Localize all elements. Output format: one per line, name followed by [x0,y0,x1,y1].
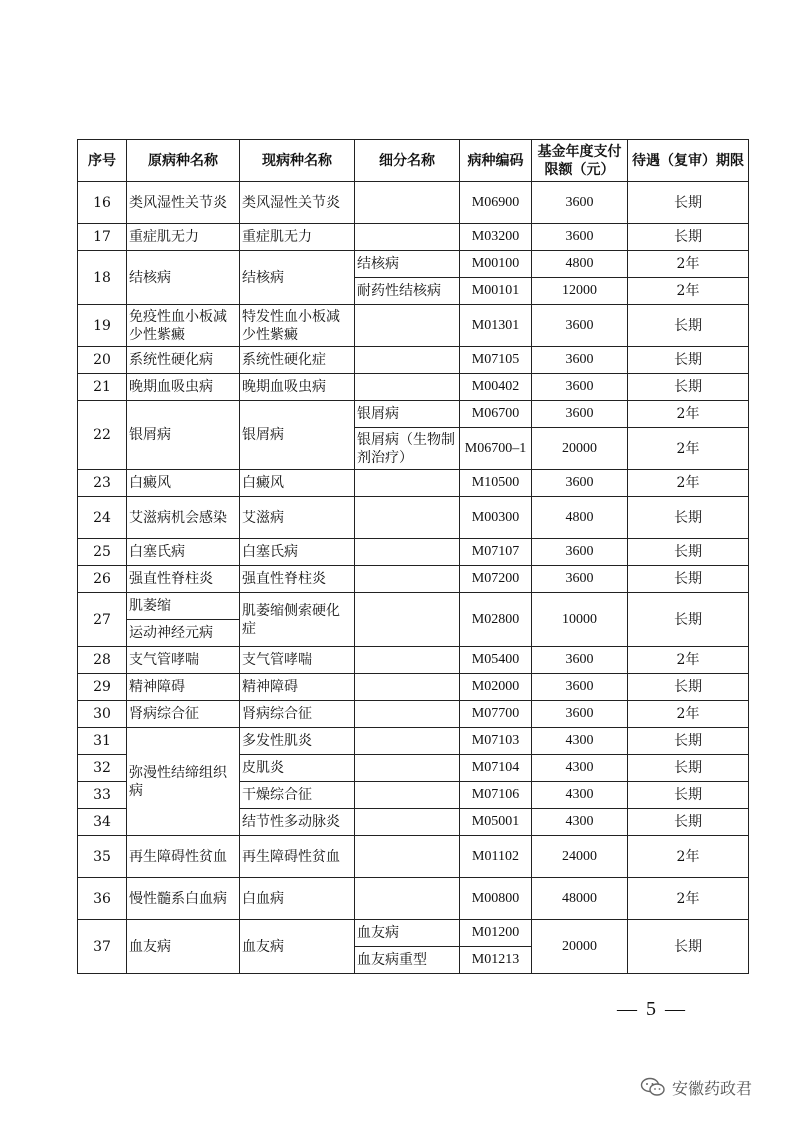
current-name: 结节性多动脉炎 [240,809,355,836]
disease-code: M00800 [460,878,532,920]
disease-code: M07104 [460,755,532,782]
disease-code: M07700 [460,701,532,728]
fund-limit: 20000 [532,920,628,974]
fund-limit: 3600 [532,701,628,728]
current-name: 再生障碍性贫血 [240,836,355,878]
current-name: 艾滋病 [240,497,355,539]
benefit-term: 长期 [628,497,749,539]
current-name: 血友病 [240,920,355,974]
header-sub-name: 细分名称 [355,140,460,182]
row-no: 21 [78,374,127,401]
disease-code: M05001 [460,809,532,836]
benefit-term: 长期 [628,674,749,701]
original-name: 白癜风 [127,470,240,497]
row-no: 34 [78,809,127,836]
benefit-term: 长期 [628,224,749,251]
table-row [78,401,749,428]
original-name: 结核病 [127,251,240,305]
benefit-term: 长期 [628,809,749,836]
fund-limit: 3600 [532,647,628,674]
original-name: 肾病综合征 [127,701,240,728]
sub-name [355,701,460,728]
original-name: 支气管哮喘 [127,647,240,674]
current-name: 肌萎缩侧索硬化症 [240,593,355,647]
row-no: 26 [78,566,127,593]
sub-name [355,836,460,878]
sub-name [355,878,460,920]
original-name: 肌萎缩 [127,593,240,620]
row-no: 27 [78,593,127,647]
fund-limit: 48000 [532,878,628,920]
disease-code: M05400 [460,647,532,674]
current-name: 银屑病 [240,401,355,470]
table-row [78,539,749,566]
header-original-name: 原病种名称 [127,140,240,182]
original-name: 免疫性血小板减少性紫癜 [127,305,240,347]
original-name: 系统性硬化病 [127,347,240,374]
original-name: 重症肌无力 [127,224,240,251]
current-name: 白血病 [240,878,355,920]
fund-limit: 12000 [532,278,628,305]
row-no: 32 [78,755,127,782]
benefit-term: 长期 [628,755,749,782]
sub-name [355,674,460,701]
current-name: 晚期血吸虫病 [240,374,355,401]
current-name: 皮肌炎 [240,755,355,782]
disease-code: M00300 [460,497,532,539]
fund-limit: 3600 [532,374,628,401]
row-no: 29 [78,674,127,701]
fund-limit: 3600 [532,401,628,428]
benefit-term: 长期 [628,920,749,974]
disease-code: M01213 [460,947,532,974]
header-limit: 基金年度支付限额（元） [532,140,628,182]
original-name: 类风湿性关节炎 [127,182,240,224]
current-name: 强直性脊柱炎 [240,566,355,593]
table-row [78,251,749,278]
disease-code: M07200 [460,566,532,593]
disease-code: M01301 [460,305,532,347]
header-no: 序号 [78,140,127,182]
row-no: 37 [78,920,127,974]
sub-name [355,182,460,224]
benefit-term: 2年 [628,401,749,428]
wechat-icon [640,1077,666,1097]
row-no: 16 [78,182,127,224]
current-name: 系统性硬化症 [240,347,355,374]
original-name: 银屑病 [127,401,240,470]
current-name: 精神障碍 [240,674,355,701]
disease-table [77,139,749,974]
original-name: 强直性脊柱炎 [127,566,240,593]
table-row [78,470,749,497]
sub-name [355,470,460,497]
current-name: 多发性肌炎 [240,728,355,755]
sub-name: 耐药性结核病 [355,278,460,305]
current-name: 白塞氏病 [240,539,355,566]
fund-limit: 3600 [532,305,628,347]
benefit-term: 长期 [628,539,749,566]
benefit-term: 长期 [628,347,749,374]
sub-name [355,497,460,539]
table-row [78,182,749,224]
sub-name: 银屑病（生物制剂治疗） [355,428,460,470]
fund-limit: 10000 [532,593,628,647]
table-row [78,224,749,251]
disease-code: M06900 [460,182,532,224]
fund-limit: 3600 [532,539,628,566]
fund-limit: 4300 [532,809,628,836]
fund-limit: 3600 [532,224,628,251]
benefit-term: 2年 [628,278,749,305]
current-name: 支气管哮喘 [240,647,355,674]
benefit-term: 2年 [628,428,749,470]
table-row [78,674,749,701]
benefit-term: 2年 [628,878,749,920]
sub-name: 银屑病 [355,401,460,428]
disease-code: M00100 [460,251,532,278]
table-row [78,593,749,620]
current-name: 白癜风 [240,470,355,497]
benefit-term: 2年 [628,647,749,674]
table-row [78,374,749,401]
row-no: 36 [78,878,127,920]
benefit-term: 长期 [628,182,749,224]
original-name: 精神障碍 [127,674,240,701]
sub-name: 结核病 [355,251,460,278]
disease-code: M07103 [460,728,532,755]
sub-name [355,305,460,347]
fund-limit: 3600 [532,674,628,701]
original-name: 血友病 [127,920,240,974]
watermark [640,1074,752,1100]
fund-limit: 4300 [532,755,628,782]
disease-code: M07105 [460,347,532,374]
table-row [78,305,749,347]
fund-limit: 20000 [532,428,628,470]
header-term: 待遇（复审）期限 [628,140,749,182]
current-name: 重症肌无力 [240,224,355,251]
benefit-term: 长期 [628,728,749,755]
disease-code: M07106 [460,782,532,809]
table-header-row [78,140,749,182]
fund-limit: 3600 [532,566,628,593]
sub-name [355,347,460,374]
sub-name: 血友病重型 [355,947,460,974]
sub-name [355,374,460,401]
benefit-term: 2年 [628,836,749,878]
benefit-term: 2年 [628,251,749,278]
table-row [78,920,749,947]
row-no: 19 [78,305,127,347]
sub-name [355,566,460,593]
sub-name: 血友病 [355,920,460,947]
disease-code: M07107 [460,539,532,566]
row-no: 28 [78,647,127,674]
fund-limit: 4300 [532,728,628,755]
benefit-term: 2年 [628,701,749,728]
benefit-term: 长期 [628,782,749,809]
current-name: 结核病 [240,251,355,305]
row-no: 35 [78,836,127,878]
benefit-term: 2年 [628,470,749,497]
disease-code: M00101 [460,278,532,305]
fund-limit: 4800 [532,251,628,278]
disease-code: M06700 [460,401,532,428]
current-name: 干燥综合征 [240,782,355,809]
disease-code: M01200 [460,920,532,947]
row-no: 23 [78,470,127,497]
row-no: 18 [78,251,127,305]
original-name: 弥漫性结缔组织病 [127,728,240,836]
table-row [78,566,749,593]
disease-code: M03200 [460,224,532,251]
fund-limit: 4300 [532,782,628,809]
header-code: 病种编码 [460,140,532,182]
fund-limit: 4800 [532,497,628,539]
current-name: 类风湿性关节炎 [240,182,355,224]
sub-name [355,755,460,782]
benefit-term: 长期 [628,566,749,593]
disease-code: M02800 [460,593,532,647]
table-row [78,497,749,539]
sub-name [355,782,460,809]
sub-name [355,728,460,755]
original-name: 艾滋病机会感染 [127,497,240,539]
fund-limit: 3600 [532,470,628,497]
original-name: 运动神经元病 [127,620,240,647]
original-name: 慢性髓系白血病 [127,878,240,920]
table-row [78,878,749,920]
disease-code: M00402 [460,374,532,401]
row-no: 17 [78,224,127,251]
page-number: — 5 — [617,998,687,1020]
header-current-name: 现病种名称 [240,140,355,182]
sub-name [355,593,460,647]
original-name: 再生障碍性贫血 [127,836,240,878]
disease-code: M06700–1 [460,428,532,470]
row-no: 22 [78,401,127,470]
fund-limit: 3600 [532,347,628,374]
table-row [78,347,749,374]
table-row [78,836,749,878]
row-no: 25 [78,539,127,566]
current-name: 特发性血小板减少性紫癜 [240,305,355,347]
sub-name [355,809,460,836]
disease-code: M01102 [460,836,532,878]
disease-code: M10500 [460,470,532,497]
benefit-term: 长期 [628,374,749,401]
row-no: 30 [78,701,127,728]
sub-name [355,539,460,566]
benefit-term: 长期 [628,593,749,647]
row-no: 33 [78,782,127,809]
original-name: 白塞氏病 [127,539,240,566]
table-row [78,701,749,728]
table-row [78,647,749,674]
fund-limit: 3600 [532,182,628,224]
table-row [78,728,749,755]
sub-name [355,647,460,674]
sub-name [355,224,460,251]
original-name: 晚期血吸虫病 [127,374,240,401]
current-name: 肾病综合征 [240,701,355,728]
disease-code: M02000 [460,674,532,701]
fund-limit: 24000 [532,836,628,878]
benefit-term: 长期 [628,305,749,347]
row-no: 20 [78,347,127,374]
row-no: 24 [78,497,127,539]
row-no: 31 [78,728,127,755]
watermark-text: 安徽药政君 [672,1078,753,1098]
